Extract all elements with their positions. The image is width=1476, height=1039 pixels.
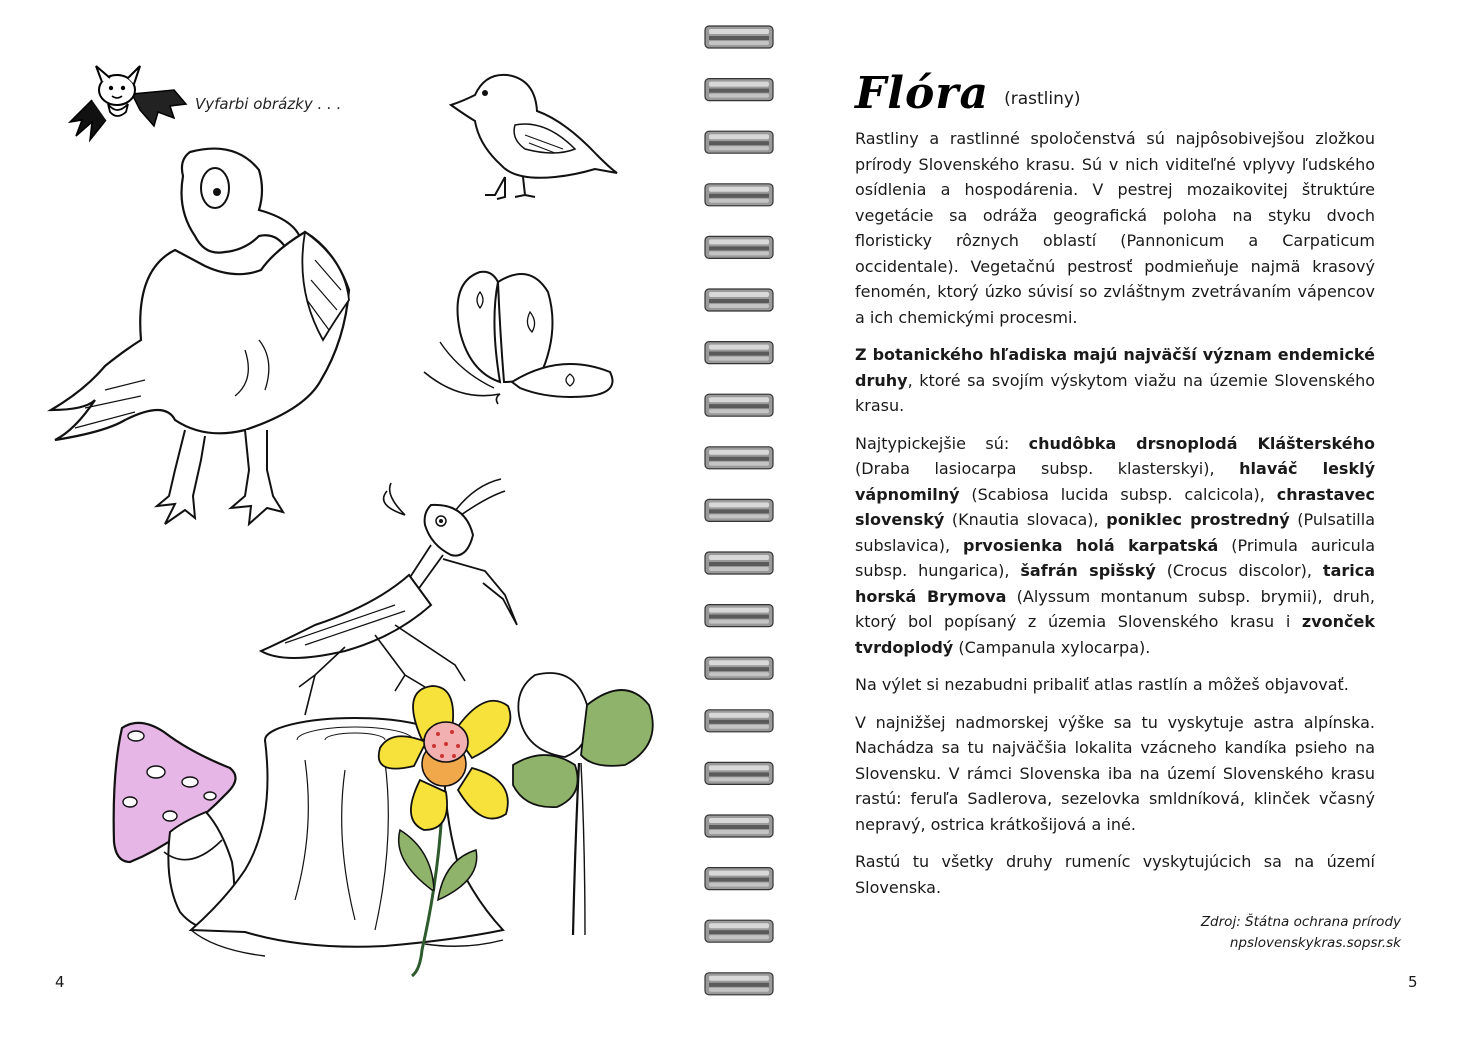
spiral-ring [705,815,773,837]
bold-term: prvosienka holá karpatská [963,535,1219,555]
spiral-ring [705,342,773,364]
spiral-ring [705,131,773,153]
spiral-ring [705,657,773,679]
spiral-ring [705,184,773,206]
page-number-right: 5 [1408,973,1418,991]
paragraph [855,431,1375,661]
left-page [0,0,690,1039]
page-number-left: 4 [55,973,65,991]
paragraph [855,126,1375,330]
bird-drawing [445,65,625,205]
spiral-ring [705,762,773,784]
spiral-binding [703,18,775,1018]
paragraph [855,849,1375,900]
spiral-ring [705,920,773,942]
text-run: (Campanula xylocarpa). [953,637,1151,657]
source-url: npslovenskykras.sopsr.sk [1229,935,1401,951]
source-attribution [1201,912,1401,954]
text-run: (Crocus discolor), [1155,561,1323,580]
text-run: (Primula auricula subsp. hungarica), [855,535,1375,580]
page-subtitle: (rastliny) [1004,89,1081,109]
spiral-ring [705,394,773,416]
spiral-ring [705,26,773,48]
text-run: (Pulsatilla subslavica), [855,510,1376,555]
text-run: (Scabiosa lucida subsp. calcicola), [959,484,1277,504]
spiral-ring [705,973,773,995]
bold-term: poniklec prostredný [1106,510,1290,529]
page-title: Flóra [855,68,989,119]
spiral-ring [705,236,773,258]
paragraph [855,342,1375,419]
text-run: V najnižšej nadmorskej výške sa tu vyskytuje astra alpínska. Nachádza sa tu najväčšia lokalita vzácneho kandíka psieho na Slovensku. V rámci Slovenska iba na území Slovenského krasu rastú: feruľa Sadlerova, sezelovka smldníková, klinček včasný nepravý, ostrica krátkošijová a iné. [855,712,1375,834]
title-row [855,68,1081,128]
coloring-instruction: Vyfarbi obrázky . . . [195,95,342,113]
butterfly-drawing [420,262,630,412]
bold-term: chrastavec slovenský [855,484,1375,529]
text-run: Rastliny a rastlinné spoločenstvá sú najpôsobivejšou zložkou prírody Slovenského krasu. Sú v nich viditeľné vplyvy ľudského osídlenia a hospodárenia. V pestrej mozaikovitej štruktúre vegetácie sa odráža geografická poloha na styku dvoch floristicky rôznych oblastí (Pannonicum a Carpaticum occidentale). Vegetačnú pestrosť podmieňuje najmä krasový fenomén, ktorý úzko súvisí so zvláštnym zvetrávaním vápencov a ich chemickými procesmi. [855,129,1375,327]
paragraph [855,672,1375,698]
text-run: Na výlet si nezabudni pribaliť atlas rastlín a môžeš objavovať. [855,675,1349,694]
spiral-ring [705,710,773,732]
bold-term: Z botanického hľadiska majú najväčší význam endemické druhy [855,345,1375,390]
bold-term: hlaváč lesklý vápnomilný [855,459,1375,504]
text-run: Najtypickejšie sú: [855,433,1029,453]
spiral-ring [705,552,773,574]
bold-term: chudôbka drsnoplodá Klášterského [1028,433,1375,453]
source-line: Zdroj: Štátna ochrana prírody [1200,914,1401,930]
body-text [855,126,1375,912]
bold-term: zvonček tvrdoplodý [855,612,1375,657]
right-page [790,0,1476,1039]
text-run: (Alyssum montanum subsp. brymii), druh, ktorý bol popísaný z územia Slovenského krasu i [855,586,1375,631]
spiral-ring [705,605,773,627]
paragraph [855,710,1375,838]
text-run: Rastú tu všetky druhy rumeníc vyskytujúcich sa na území Slovenska. [855,852,1375,897]
text-run: , ktoré sa svojím výskytom viažu na územie Slovenského krasu. [855,370,1375,415]
spiral-ring [705,499,773,521]
bold-term: šafrán spišský [1020,561,1156,580]
ladybug-drawing [416,712,476,768]
spiral-ring [705,447,773,469]
spiral-ring [705,79,773,101]
spiral-ring [705,868,773,890]
spiral-ring [705,289,773,311]
bold-term: tarica horská Brymova [855,561,1376,606]
bat-icon [62,60,192,150]
text-run: (Draba lasiocarpa subsp. klasterskyi), [855,459,1240,478]
clover-drawing [505,665,665,945]
text-run: (Knautia slovaca), [944,510,1107,529]
